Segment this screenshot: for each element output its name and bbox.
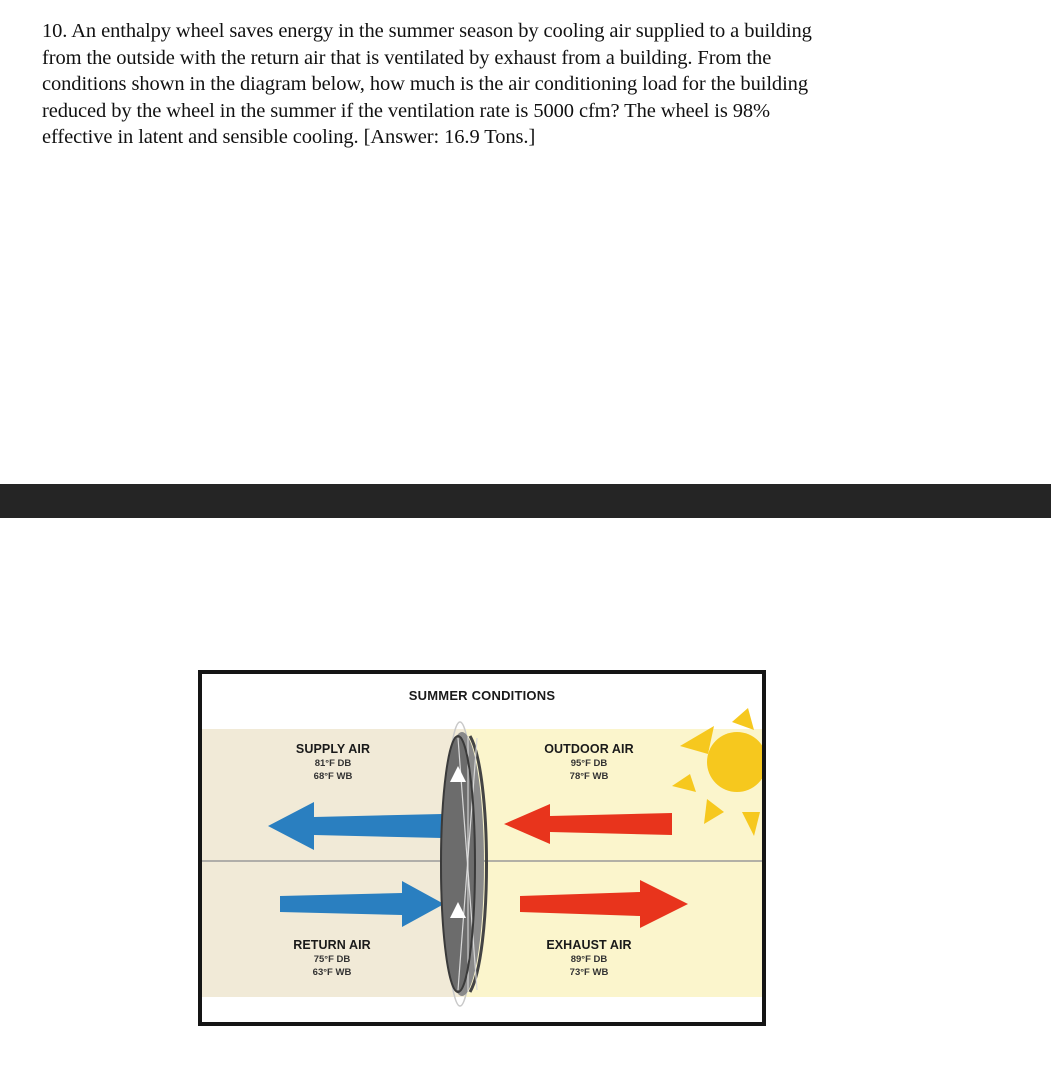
problem-line: conditions shown in the diagram below, how much is the air conditioning load for the building [42, 73, 808, 95]
exhaust-air-label: EXHAUST AIR [546, 938, 632, 952]
supply-air-label: SUPPLY AIR [295, 742, 371, 756]
problem-line: reduced by the wheel in the summer if the ventilation rate is 5000 cfm? The wheel is 98% [42, 99, 771, 122]
outdoor-air-wb: 78°F WB [569, 771, 609, 782]
problem-line: effective in latent and sensible cooling. [Answer: 16.9 Tons.] [42, 126, 536, 148]
problem-line: from the outside with the return air that is ventilated by exhaust from a building. From the [42, 46, 772, 69]
enthalpy-wheel-diagram [198, 670, 766, 1026]
return-air-wb: 63°F WB [312, 967, 352, 978]
problem-line: 10. An enthalpy wheel saves energy in the summer season by cooling air supplied to a building [42, 20, 812, 42]
return-air-db: 75°F DB [313, 954, 351, 965]
exhaust-air-db: 89°F DB [570, 954, 608, 965]
diagram-title: SUMMER CONDITIONS [408, 688, 556, 703]
problem-statement [42, 18, 1027, 151]
exhaust-air-wb: 73°F WB [569, 967, 609, 978]
outdoor-air-label: OUTDOOR AIR [544, 742, 634, 756]
enthalpy-wheel-icon [440, 722, 487, 1006]
outdoor-air-db: 95°F DB [570, 758, 608, 769]
return-air-label: RETURN AIR [293, 938, 371, 952]
divider-bar [0, 484, 1051, 518]
supply-air-db: 81°F DB [314, 758, 352, 769]
supply-air-wb: 68°F WB [313, 771, 353, 782]
